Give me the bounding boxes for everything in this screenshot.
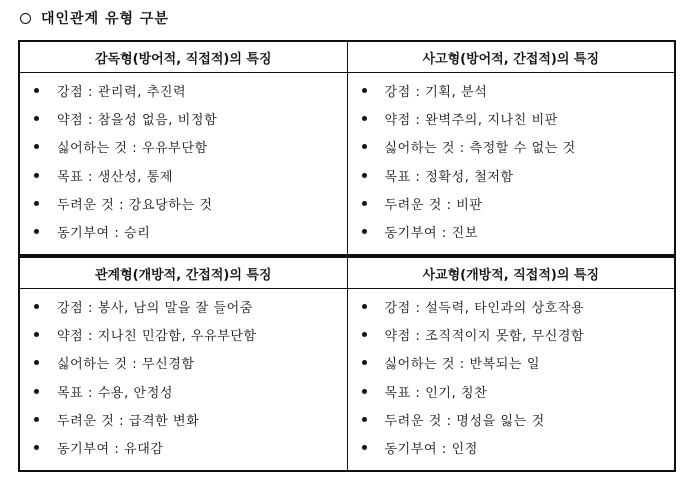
trait-text: 목표 : 생산성, 통제 xyxy=(57,169,174,185)
trait-text: 동기부여 : 인정 xyxy=(384,442,478,458)
bullet-dot-icon xyxy=(362,304,367,309)
cell-relational-traits xyxy=(19,289,347,472)
trait-text: 싫어하는 것 : 우유부단함 xyxy=(57,141,208,157)
bullet-dot-icon xyxy=(34,445,39,450)
list-item xyxy=(348,133,675,161)
page-title xyxy=(20,6,169,30)
list-item xyxy=(20,217,347,245)
trait-list xyxy=(348,292,675,462)
trait-text: 강점 : 기획, 분석 xyxy=(384,84,488,100)
trait-text: 동기부여 : 진보 xyxy=(384,226,478,242)
bullet-dot-icon xyxy=(34,173,39,178)
list-item xyxy=(20,377,347,405)
bullet-dot-icon xyxy=(34,116,39,121)
list-item xyxy=(20,189,347,217)
bullet-dot-icon xyxy=(362,360,367,365)
table-body-row xyxy=(19,289,675,472)
list-item xyxy=(20,292,347,320)
trait-text: 싫어하는 것 : 측정할 수 없는 것 xyxy=(384,141,576,157)
trait-text: 싫어하는 것 : 무신경함 xyxy=(57,357,195,373)
header-thinker-type: 사고형(방어적, 간접적)의 특징 xyxy=(347,41,675,73)
table-bottom xyxy=(18,256,676,472)
trait-text: 강점 : 관리력, 추진력 xyxy=(57,84,187,100)
bullet-dot-icon xyxy=(34,332,39,337)
trait-text: 목표 : 수용, 안정성 xyxy=(57,385,174,401)
list-item xyxy=(20,161,347,189)
table-top xyxy=(18,40,676,256)
bullet-dot-icon xyxy=(362,88,367,93)
list-item xyxy=(348,433,675,461)
trait-text: 약점 : 참을성 없음, 비정함 xyxy=(57,112,218,128)
list-item xyxy=(348,161,675,189)
trait-text: 목표 : 정확성, 철저함 xyxy=(384,169,514,185)
list-item xyxy=(20,433,347,461)
list-item xyxy=(348,104,675,132)
bullet-dot-icon xyxy=(34,417,39,422)
trait-text: 두려운 것 : 강요당하는 것 xyxy=(57,197,213,213)
trait-text: 두려운 것 : 비판 xyxy=(384,197,483,213)
trait-list xyxy=(20,76,347,246)
header-supervisor-type: 감독형(방어적, 직접적)의 특징 xyxy=(19,41,347,73)
trait-list xyxy=(348,76,675,246)
bullet-dot-icon xyxy=(34,88,39,93)
bullet-dot-icon xyxy=(34,201,39,206)
list-item xyxy=(348,349,675,377)
list-item xyxy=(348,217,675,245)
bullet-dot-icon xyxy=(34,360,39,365)
list-item xyxy=(20,76,347,104)
trait-text: 두려운 것 : 급격한 변화 xyxy=(57,413,200,429)
trait-text: 약점 : 조직적이지 못함, 무신경함 xyxy=(384,328,585,344)
bullet-dot-icon xyxy=(362,144,367,149)
list-item xyxy=(348,189,675,217)
trait-text: 동기부여 : 유대감 xyxy=(57,442,164,458)
trait-text: 싫어하는 것 : 반복되는 일 xyxy=(384,357,540,373)
bullet-dot-icon xyxy=(34,229,39,234)
list-item xyxy=(348,320,675,348)
bullet-dot-icon xyxy=(34,304,39,309)
trait-text: 강점 : 봉사, 남의 말을 잘 들어줌 xyxy=(57,300,254,316)
list-item xyxy=(20,349,347,377)
table-header-row xyxy=(19,41,675,73)
trait-text: 목표 : 인기, 칭찬 xyxy=(384,385,488,401)
bullet-dot-icon xyxy=(34,144,39,149)
trait-list xyxy=(20,292,347,462)
bullet-dot-icon xyxy=(362,332,367,337)
trait-text: 동기부여 : 승리 xyxy=(57,226,151,242)
page-title-text: 대인관계 유형 구분 xyxy=(41,11,169,27)
trait-text: 약점 : 지나친 민감함, 우유부단함 xyxy=(57,328,257,344)
bullet-dot-icon xyxy=(362,417,367,422)
cell-thinker-traits xyxy=(347,73,675,256)
list-item xyxy=(20,405,347,433)
list-item xyxy=(348,76,675,104)
bullet-dot-icon xyxy=(362,173,367,178)
table-header-row xyxy=(19,257,675,289)
cell-supervisor-traits xyxy=(19,73,347,256)
bullet-dot-icon xyxy=(362,116,367,121)
circle-bullet-icon xyxy=(20,13,31,24)
list-item xyxy=(348,292,675,320)
list-item xyxy=(20,133,347,161)
trait-text: 약점 : 완벽주의, 지나친 비판 xyxy=(384,112,558,128)
list-item xyxy=(20,320,347,348)
list-item xyxy=(348,405,675,433)
header-relational-type: 관계형(개방적, 간접적)의 특징 xyxy=(19,257,347,289)
bullet-dot-icon xyxy=(362,445,367,450)
bullet-dot-icon xyxy=(362,201,367,206)
bullet-dot-icon xyxy=(34,389,39,394)
table-body-row xyxy=(19,73,675,256)
trait-text: 두려운 것 : 명성을 잃는 것 xyxy=(384,413,545,429)
list-item xyxy=(348,377,675,405)
header-social-type: 사교형(개방적, 직접적)의 특징 xyxy=(347,257,675,289)
bullet-dot-icon xyxy=(362,229,367,234)
bullet-dot-icon xyxy=(362,389,367,394)
cell-social-traits xyxy=(347,289,675,472)
trait-text: 강점 : 설득력, 타인과의 상호작용 xyxy=(384,300,585,316)
list-item xyxy=(20,104,347,132)
